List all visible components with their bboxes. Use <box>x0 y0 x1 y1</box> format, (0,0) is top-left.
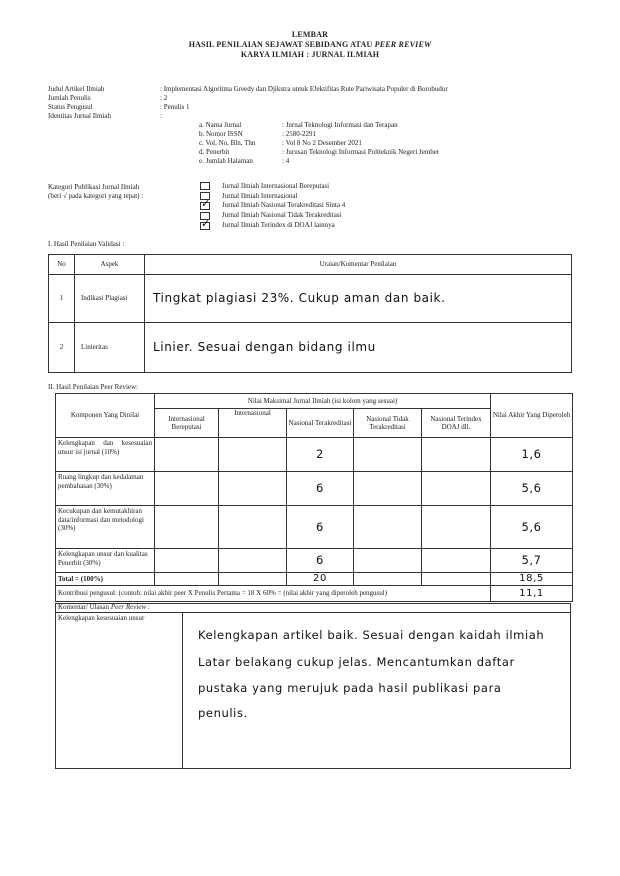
total-nasional-handwritten: 20 <box>287 573 354 586</box>
field-label: b. Nomor ISSN <box>199 130 243 138</box>
row-no: 2 <box>49 323 75 373</box>
komentar-aspek-label: Kelengkapan kesesuaian unsur <box>58 614 145 622</box>
checkbox-kategori[interactable] <box>200 182 210 190</box>
identitas-jurnal-colon: : <box>160 112 162 120</box>
table-row <box>56 506 573 549</box>
nasional-score-handwritten: 6 <box>287 549 354 573</box>
doc-title-karya: KARYA ILMIAH : JURNAL ILMIAH <box>240 50 380 59</box>
field-label: c. Vol, No, Bln, Thn <box>199 139 256 147</box>
empty-cell <box>354 438 422 472</box>
empty-cell <box>219 438 287 472</box>
empty-cell <box>422 438 491 472</box>
kontribusi-label: Kontribusi pengusul: (contoh: nilai akhir peer X Penulis Pertama = 18 X 60% = (nilai akhir yang diperoleh pengusul) <box>56 586 491 602</box>
total-row <box>56 573 573 586</box>
nasional-score-handwritten: 2 <box>287 438 354 472</box>
checkbox-kategori-checked[interactable] <box>200 197 211 210</box>
table-row <box>56 549 573 573</box>
validasi-table <box>48 254 572 373</box>
subheader-internasional: Internasional <box>219 409 287 438</box>
doc-title-hasil <box>0 40 620 49</box>
field-value: : Jurusan Teknologi Informasi Politeknik Negeri Jember <box>282 148 440 156</box>
empty-cell <box>155 549 219 573</box>
akhir-score-handwritten: 5,6 <box>491 506 573 549</box>
empty-cell <box>422 472 491 506</box>
kategori-option-label: Jurnal Ilmiah Nasional Tidak Terakreditasi <box>222 211 342 219</box>
empty-cell <box>422 549 491 573</box>
field-value: : 2580-2291 <box>282 130 317 138</box>
empty-cell <box>354 472 422 506</box>
nilai-akhir-header: Nilai Akhir Yang Diperoleh <box>491 394 573 438</box>
row-komentar-handwritten: Linier. Sesuai dengan bidang ilmu <box>145 323 572 373</box>
komentar-line-handwritten: Kelengkapan artikel baik. Sesuai dengan kaidah ilmiah <box>198 628 545 642</box>
doc-title-lembar: LEMBAR <box>291 30 329 39</box>
akhir-score-handwritten: 1,6 <box>491 438 573 472</box>
total-akhir-handwritten: 18,5 <box>491 573 573 586</box>
field-value: : 4 <box>282 157 290 165</box>
komponen-cell: Kecukupan dan kemutakhiran data/informasi dan metodologi (30%) <box>56 506 155 549</box>
empty-cell <box>354 549 422 573</box>
doc-title-hasil-text: HASIL PENILAIAN SEJAWAT SEBIDANG ATAU <box>188 40 375 49</box>
table-row <box>49 275 572 323</box>
empty-cell <box>219 506 287 549</box>
status-pengusul-value: : Penulis 1 <box>160 103 190 111</box>
nilai-maks-header: Nilai Maksimal Jurnal Ilmiah (isi kolom yang sesuai) <box>155 394 491 409</box>
row-no: 1 <box>49 275 75 323</box>
akhir-score-handwritten: 5,6 <box>491 472 573 506</box>
kategori-option-label: Jurnal Ilmiah Internasional Bereputasi <box>222 182 330 190</box>
kontribusi-value-handwritten: 11,1 <box>491 586 573 602</box>
empty-cell <box>422 573 491 586</box>
section-validasi-title: I. Hasil Penilaian Validasi : <box>48 240 125 248</box>
komponen-cell: Kelengkapan dan kesesuaian unsur isi jurnal (10%) <box>56 438 155 472</box>
kategori-option-label: Jurnal Ilmiah Nasional Terakreditasi Sinta 4 <box>222 201 346 209</box>
judul-label: Judul Artikel Ilmiah <box>48 85 105 93</box>
col-no-header: No <box>49 255 75 275</box>
row-aspek: Indikasi Plagiasi <box>75 275 145 323</box>
subheader-nasional-terakreditasi: Nasional Terakreditasi <box>287 409 354 438</box>
komentar-header-text: Komentar/ Ulasan <box>58 603 111 611</box>
col-uraian-header: Uraian/Komentar Penilaian <box>145 255 572 275</box>
nasional-score-handwritten: 6 <box>287 472 354 506</box>
akhir-score-handwritten: 5,7 <box>491 549 573 573</box>
komentar-header-peer-review: Peer Review <box>110 603 147 611</box>
empty-cell <box>219 573 287 586</box>
row-komentar-handwritten: Tingkat plagiasi 23%. Cukup aman dan baik. <box>145 275 572 323</box>
subheader-nasional-tidak-terakreditasi: Nasional Tidak Terakreditasi <box>354 409 422 438</box>
doc-title-peer-review: PEER REVIEW <box>374 40 432 49</box>
field-value: : Jurnal Teknologi Informasi dan Terapan <box>282 121 398 129</box>
identitas-jurnal-label: Identitas Jurnal Ilmiah <box>48 112 111 120</box>
empty-cell <box>354 573 422 586</box>
status-pengusul-label: Status Pengusul <box>48 103 93 111</box>
komentar-header-colon: : <box>146 603 150 611</box>
table-row <box>49 323 572 373</box>
empty-cell <box>422 506 491 549</box>
kategori-hint: (beri √ pada kategori yang tepat) : <box>48 192 144 200</box>
row-aspek: Linieritas <box>75 323 145 373</box>
kategori-option-label: Jurnal Ilmiah Internasional <box>222 192 298 200</box>
jumlah-penulis-value: : 2 <box>160 94 168 102</box>
subheader-nasional-terindex: Nasional Terindex DOAJ dll. <box>422 409 491 438</box>
komponen-cell: Kelengkapan unsur dan kualitas Penerbit (30%) <box>56 549 155 573</box>
komponen-header: Komponen Yang Dinilai <box>56 394 155 438</box>
table-row <box>56 472 573 506</box>
nasional-score-handwritten: 6 <box>287 506 354 549</box>
judul-value: : Implementasi Algoritma Greedy dan Djikstra untuk Efektifitas Rute Pariwisata Populer di Borobudur <box>160 85 448 93</box>
empty-cell <box>354 506 422 549</box>
jumlah-penulis-label: Jumlah Penulis <box>48 94 91 102</box>
kategori-label: Kategori Publikasi Jurnal Ilmiah <box>48 183 140 191</box>
kategori-option-label: Jurnal Ilmiah Terindex di DOAJ lainnya <box>222 221 335 229</box>
total-label: Total = (100%) <box>56 573 155 586</box>
col-aspek-header: Aspek <box>75 255 145 275</box>
empty-cell <box>155 438 219 472</box>
field-label: e. Jumlah Halaman <box>199 157 253 165</box>
empty-cell <box>155 472 219 506</box>
empty-cell <box>219 549 287 573</box>
komentar-line-handwritten: Latar belakang cukup jelas. Mencantumkan daftar <box>198 655 515 669</box>
peer-review-table <box>55 393 573 602</box>
field-label: d. Penerbit <box>199 148 230 156</box>
section-peer-title: II. Hasil Penilaian Peer Review: <box>48 383 139 391</box>
komentar-header-divider <box>55 612 571 613</box>
field-label: a. Nama Jurnal <box>199 121 242 129</box>
komentar-header <box>58 603 150 612</box>
table-row <box>56 438 573 472</box>
komentar-column-divider <box>182 612 183 769</box>
subheader-internasional-bereputasi: Internasional Bereputasi <box>155 409 219 438</box>
check-mark-icon: ✓ <box>201 217 211 230</box>
field-value: : Vol 8 No 2 Desember 2021 <box>282 139 362 147</box>
checkbox-kategori-checked[interactable] <box>200 217 211 230</box>
empty-cell <box>155 506 219 549</box>
empty-cell <box>219 472 287 506</box>
empty-cell <box>155 573 219 586</box>
komentar-line-handwritten: penulis. <box>198 706 248 720</box>
komponen-cell: Ruang lingkup dan kedalaman pembahasan (30%) <box>56 472 155 506</box>
kontribusi-row <box>56 586 573 602</box>
check-mark-icon: ✓ <box>201 197 211 210</box>
komentar-line-handwritten: pustaka yang merujuk pada hasil publikasi para <box>198 681 502 695</box>
